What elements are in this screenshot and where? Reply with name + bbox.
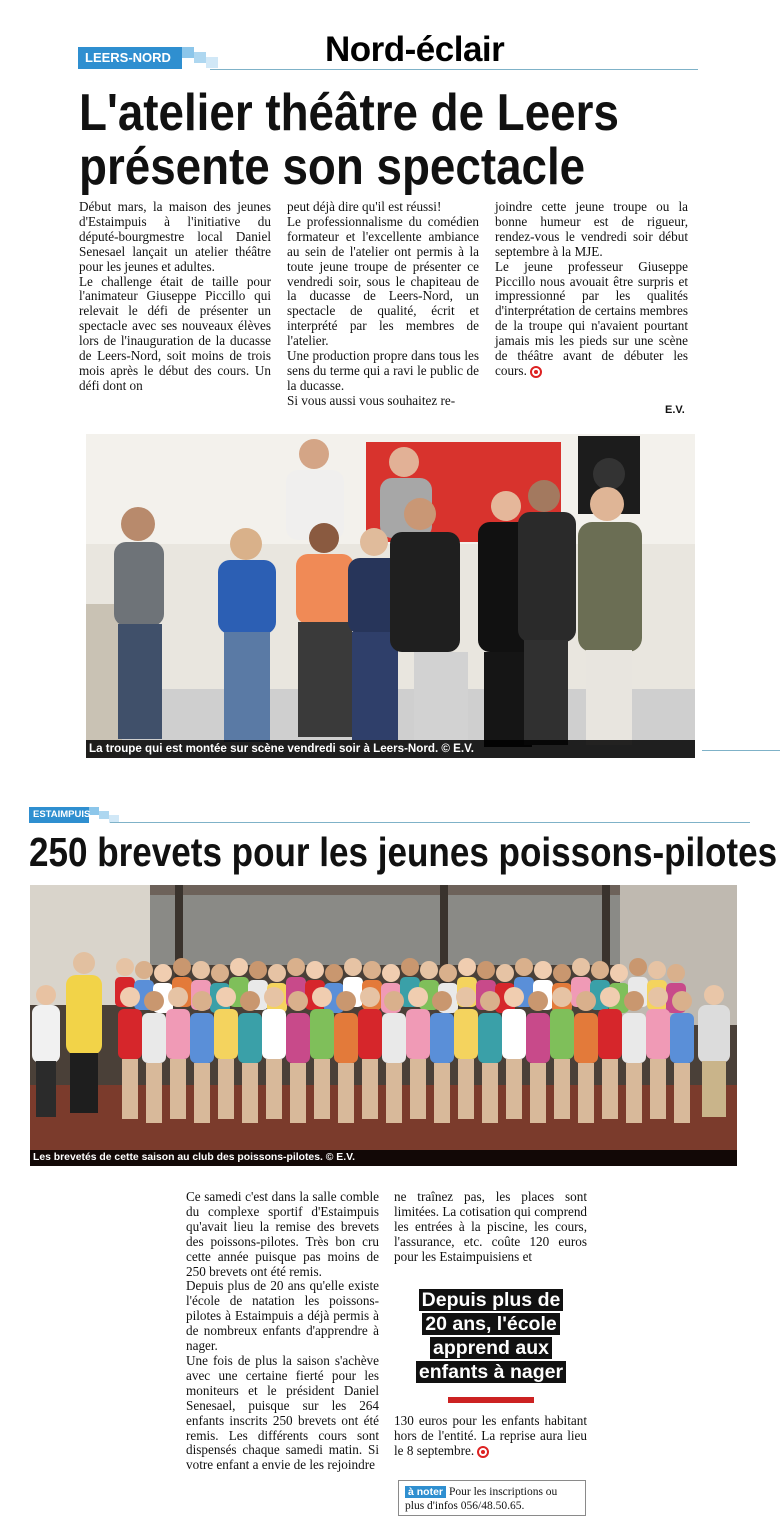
article2-col1-para3: Une fois de plus la saison s'achève avec une certaine fierté pour les moniteurs et le président Daniel Senesael, puisque sur les 264 enfants inscrits 250 brevets ont été remis. Les différents cours sont dispensés chaque samedi matin. Si votre enfant a envie de les rejoindre bbox=[186, 1352, 379, 1473]
end-of-article-icon-2 bbox=[477, 1446, 489, 1458]
section-tag-leers-nord bbox=[78, 47, 220, 69]
article1-column-1 bbox=[79, 200, 271, 394]
info-box-label: à noter bbox=[405, 1486, 446, 1498]
article2-column-2-bottom bbox=[394, 1414, 587, 1459]
article1-col3-para2-wrap bbox=[495, 260, 688, 379]
article1-col2-para4: Si vous aussi vous souhaitez re- bbox=[287, 392, 456, 408]
article1-col3-para1: joindre cette jeune troupe ou la bonne humeur est de rigueur, rendez-vous le vendredi soir début septembre à la MJE. bbox=[495, 199, 688, 259]
article1-signature: E.V. bbox=[665, 404, 685, 416]
poissons-pilotes-photo bbox=[30, 885, 737, 1166]
article2-column-2-top bbox=[394, 1190, 587, 1265]
article2-col2-para2-wrap bbox=[394, 1414, 587, 1459]
article2-col1-para2: Depuis plus de 20 ans qu'elle existe l'école de natation les poissons-pilotes à Estaimpuis a déjà permis à de nombreux enfants d'apprendre à nager. bbox=[186, 1278, 379, 1354]
article1-headline-line1: L'atelier théâtre de Leers bbox=[79, 84, 619, 142]
poissons-pilotes-photo-caption: Les brevetés de cette saison au club des poissons-pilotes. © E.V. bbox=[30, 1150, 737, 1166]
article1-col2-para1: peut déjà dire qu'il est réussi! bbox=[287, 199, 442, 214]
article1-col3-para2: Le jeune professeur Giuseppe Piccillo nous avouait être surpris et impressionné par les qualités d'interprétation de certains membres de la troupe qui n'avaient pourtant jamais mis les pieds sur une scène de théâtre avant de débuter les cours. bbox=[495, 258, 688, 378]
article2-column-1 bbox=[186, 1190, 379, 1473]
article1-column-2 bbox=[287, 200, 479, 409]
article1-col1-para1: Début mars, la maison des jeunes d'Estaimpuis à l'initiative du député-bourgmestre local Daniel Senesael lançait un atelier théâtre pour les jeunes et adultes. bbox=[79, 199, 271, 274]
article1-col1-para2: Le challenge était de taille pour l'animateur Giuseppe Piccillo qui relevait le défi de présenter un spectacle avec ses nouveaux élèves lors de l'inauguration de la ducasse de Leers-Nord, soit moins de trois mois après le début des cours. Un défi dont on bbox=[79, 273, 271, 393]
article2-col2-para1: ne traînez pas, les places sont limitées. La cotisation qui comprend les entrées à la piscine, les cours, l'assurance, etc. coûte 120 euros pour les Estaimpuisiens et bbox=[394, 1189, 588, 1264]
article1-col2-para2: Le professionnalisme du comédien formateur et l'excellente ambiance au sein de l'atelier ont permis à la toute jeune troupe de présenter ce vendredi soir, sous le chapiteau de la ducasse de Leers-Nord, un spectacle de qualité, écrit et interprété par les membres de l'atelier. bbox=[287, 213, 479, 349]
troupe-photo-caption: La troupe qui est montée sur scène vendredi soir à Leers-Nord. © E.V. bbox=[86, 740, 695, 758]
pull-quote-text: Depuis plus de 20 ans, l'école apprend aux enfants à nager bbox=[416, 1289, 566, 1383]
article2-header-rule bbox=[110, 822, 750, 823]
pull-quote bbox=[408, 1288, 574, 1384]
info-box bbox=[398, 1480, 586, 1516]
troupe-photo bbox=[86, 434, 695, 758]
info-box-text: Pour les inscriptions ou plus d'infos 056/48.50.65. bbox=[405, 1486, 558, 1512]
article1-col2-para3: Une production propre dans tous les sens du terme qui a ravi le public de la ducasse. bbox=[287, 348, 479, 393]
section-tag-label-2: ESTAIMPUIS bbox=[33, 809, 91, 820]
troupe-photo-image bbox=[86, 434, 695, 758]
pull-quote-underline bbox=[448, 1397, 534, 1403]
article2-col1-para1: Ce samedi c'est dans la salle comble du complexe sportif d'Estaimpuis qu'avait lieu la remise des brevets des poissons-pilotes. Très bon cru cette année puisque pas moins de 250 brevets ont été remis. bbox=[186, 1189, 379, 1279]
section-tag-label: LEERS-NORD bbox=[85, 50, 171, 65]
article1-column-3 bbox=[495, 200, 688, 379]
article2-headline: 250 brevets pour les jeunes poissons-pilotes bbox=[29, 829, 778, 875]
poissons-pilotes-photo-image bbox=[30, 885, 737, 1166]
article2-col2-para2: 130 euros pour les enfants habitant hors de l'entité. La reprise aura lieu le 8 septembre. bbox=[394, 1413, 587, 1458]
section-tag-estaimpuis bbox=[29, 807, 119, 823]
newspaper-name: Nord-éclair bbox=[325, 30, 505, 69]
article1-bottom-rule bbox=[702, 750, 780, 751]
end-of-article-icon bbox=[530, 366, 542, 378]
article1-headline-line2: présente son spectacle bbox=[79, 138, 586, 196]
